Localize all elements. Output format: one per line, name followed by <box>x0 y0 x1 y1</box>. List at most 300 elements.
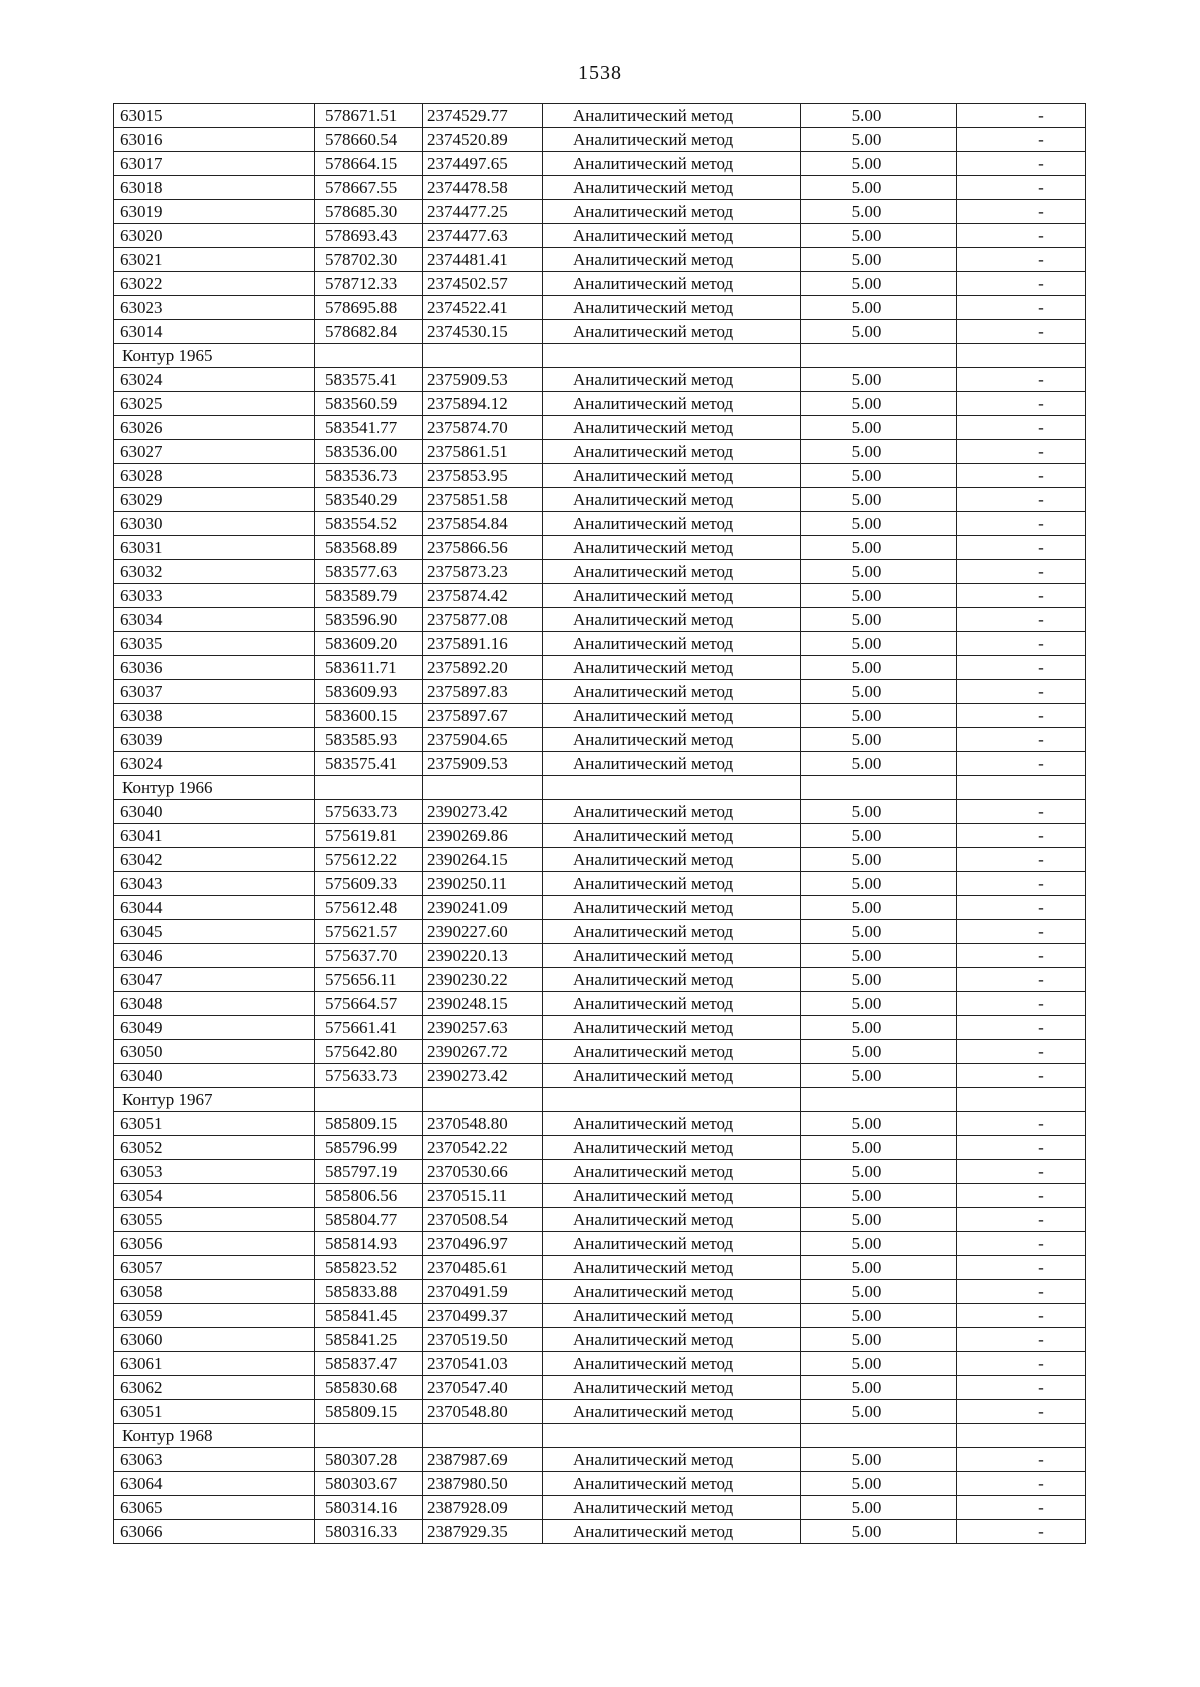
x-coordinate-cell: 585809.15 <box>315 1400 423 1424</box>
method-cell: Аналитический метод <box>543 1064 801 1088</box>
y-coordinate-cell: 2375854.84 <box>423 512 543 536</box>
accuracy-value-cell: 5.00 <box>801 488 957 512</box>
x-coordinate-cell: 575633.73 <box>315 1064 423 1088</box>
empty-cell <box>315 344 423 368</box>
empty-cell <box>543 344 801 368</box>
method-cell: Аналитический метод <box>543 1376 801 1400</box>
point-id-cell: 63046 <box>114 944 315 968</box>
empty-cell <box>957 1424 1086 1448</box>
y-coordinate-cell: 2375909.53 <box>423 368 543 392</box>
point-id-cell: 63034 <box>114 608 315 632</box>
note-cell: - <box>957 584 1086 608</box>
x-coordinate-cell: 575619.81 <box>315 824 423 848</box>
note-cell: - <box>957 704 1086 728</box>
method-cell: Аналитический метод <box>543 992 801 1016</box>
point-id-cell: 63057 <box>114 1256 315 1280</box>
y-coordinate-cell: 2390220.13 <box>423 944 543 968</box>
method-cell: Аналитический метод <box>543 1136 801 1160</box>
table-row <box>114 992 1086 1016</box>
method-cell: Аналитический метод <box>543 392 801 416</box>
table-row <box>114 872 1086 896</box>
method-cell: Аналитический метод <box>543 848 801 872</box>
table-row <box>114 296 1086 320</box>
x-coordinate-cell: 585809.15 <box>315 1112 423 1136</box>
x-coordinate-cell: 585841.45 <box>315 1304 423 1328</box>
accuracy-value-cell: 5.00 <box>801 584 957 608</box>
method-cell: Аналитический метод <box>543 1496 801 1520</box>
point-id-cell: 63051 <box>114 1112 315 1136</box>
y-coordinate-cell: 2374477.63 <box>423 224 543 248</box>
method-cell: Аналитический метод <box>543 248 801 272</box>
accuracy-value-cell: 5.00 <box>801 920 957 944</box>
x-coordinate-cell: 583577.63 <box>315 560 423 584</box>
accuracy-value-cell: 5.00 <box>801 440 957 464</box>
y-coordinate-cell: 2374477.25 <box>423 200 543 224</box>
method-cell: Аналитический метод <box>543 680 801 704</box>
x-coordinate-cell: 575637.70 <box>315 944 423 968</box>
accuracy-value-cell: 5.00 <box>801 224 957 248</box>
method-cell: Аналитический метод <box>543 1256 801 1280</box>
note-cell: - <box>957 824 1086 848</box>
method-cell: Аналитический метод <box>543 1208 801 1232</box>
y-coordinate-cell: 2375897.67 <box>423 704 543 728</box>
accuracy-value-cell: 5.00 <box>801 296 957 320</box>
note-cell: - <box>957 752 1086 776</box>
table-row <box>114 128 1086 152</box>
method-cell: Аналитический метод <box>543 1184 801 1208</box>
y-coordinate-cell: 2370530.66 <box>423 1160 543 1184</box>
x-coordinate-cell: 583596.90 <box>315 608 423 632</box>
table-row <box>114 1400 1086 1424</box>
x-coordinate-cell: 583600.15 <box>315 704 423 728</box>
method-cell: Аналитический метод <box>543 1520 801 1544</box>
point-id-cell: 63050 <box>114 1040 315 1064</box>
point-id-cell: 63015 <box>114 104 315 128</box>
accuracy-value-cell: 5.00 <box>801 560 957 584</box>
table-row <box>114 752 1086 776</box>
method-cell: Аналитический метод <box>543 728 801 752</box>
empty-cell <box>315 776 423 800</box>
x-coordinate-cell: 583575.41 <box>315 752 423 776</box>
point-id-cell: 63042 <box>114 848 315 872</box>
empty-cell <box>423 1088 543 1112</box>
accuracy-value-cell: 5.00 <box>801 800 957 824</box>
accuracy-value-cell: 5.00 <box>801 176 957 200</box>
method-cell: Аналитический метод <box>543 1016 801 1040</box>
x-coordinate-cell: 585841.25 <box>315 1328 423 1352</box>
x-coordinate-cell: 575642.80 <box>315 1040 423 1064</box>
table-row <box>114 728 1086 752</box>
accuracy-value-cell: 5.00 <box>801 1256 957 1280</box>
accuracy-value-cell: 5.00 <box>801 200 957 224</box>
table-row <box>114 560 1086 584</box>
method-cell: Аналитический метод <box>543 512 801 536</box>
method-cell: Аналитический метод <box>543 800 801 824</box>
y-coordinate-cell: 2370515.11 <box>423 1184 543 1208</box>
accuracy-value-cell: 5.00 <box>801 1376 957 1400</box>
page-number: 1538 <box>578 62 622 84</box>
empty-cell <box>957 344 1086 368</box>
method-cell: Аналитический метод <box>543 1304 801 1328</box>
note-cell: - <box>957 632 1086 656</box>
accuracy-value-cell: 5.00 <box>801 1520 957 1544</box>
coordinates-table <box>113 103 1086 1544</box>
note-cell: - <box>957 440 1086 464</box>
accuracy-value-cell: 5.00 <box>801 1304 957 1328</box>
method-cell: Аналитический метод <box>543 320 801 344</box>
method-cell: Аналитический метод <box>543 176 801 200</box>
contour-label: Контур 1967 <box>114 1088 315 1112</box>
accuracy-value-cell: 5.00 <box>801 1496 957 1520</box>
x-coordinate-cell: 583611.71 <box>315 656 423 680</box>
note-cell: - <box>957 512 1086 536</box>
point-id-cell: 63061 <box>114 1352 315 1376</box>
table-row <box>114 464 1086 488</box>
accuracy-value-cell: 5.00 <box>801 248 957 272</box>
point-id-cell: 63055 <box>114 1208 315 1232</box>
note-cell: - <box>957 488 1086 512</box>
y-coordinate-cell: 2375892.20 <box>423 656 543 680</box>
point-id-cell: 63038 <box>114 704 315 728</box>
method-cell: Аналитический метод <box>543 1280 801 1304</box>
y-coordinate-cell: 2390230.22 <box>423 968 543 992</box>
note-cell: - <box>957 872 1086 896</box>
table-row <box>114 1064 1086 1088</box>
note-cell: - <box>957 1352 1086 1376</box>
note-cell: - <box>957 248 1086 272</box>
y-coordinate-cell: 2375861.51 <box>423 440 543 464</box>
empty-cell <box>801 344 957 368</box>
point-id-cell: 63036 <box>114 656 315 680</box>
empty-cell <box>423 776 543 800</box>
table-row <box>114 1208 1086 1232</box>
x-coordinate-cell: 583536.00 <box>315 440 423 464</box>
point-id-cell: 63018 <box>114 176 315 200</box>
point-id-cell: 63049 <box>114 1016 315 1040</box>
x-coordinate-cell: 583560.59 <box>315 392 423 416</box>
point-id-cell: 63051 <box>114 1400 315 1424</box>
table-row <box>114 1232 1086 1256</box>
point-id-cell: 63031 <box>114 536 315 560</box>
y-coordinate-cell: 2375891.16 <box>423 632 543 656</box>
x-coordinate-cell: 575656.11 <box>315 968 423 992</box>
accuracy-value-cell: 5.00 <box>801 272 957 296</box>
x-coordinate-cell: 583589.79 <box>315 584 423 608</box>
y-coordinate-cell: 2370508.54 <box>423 1208 543 1232</box>
table-row <box>114 632 1086 656</box>
table-row <box>114 1112 1086 1136</box>
method-cell: Аналитический метод <box>543 872 801 896</box>
table-row <box>114 1376 1086 1400</box>
accuracy-value-cell: 5.00 <box>801 1136 957 1160</box>
table-row <box>114 488 1086 512</box>
accuracy-value-cell: 5.00 <box>801 320 957 344</box>
method-cell: Аналитический метод <box>543 1232 801 1256</box>
y-coordinate-cell: 2375874.70 <box>423 416 543 440</box>
method-cell: Аналитический метод <box>543 1400 801 1424</box>
table-row <box>114 1520 1086 1544</box>
point-id-cell: 63014 <box>114 320 315 344</box>
table-row <box>114 1160 1086 1184</box>
accuracy-value-cell: 5.00 <box>801 1016 957 1040</box>
x-coordinate-cell: 585806.56 <box>315 1184 423 1208</box>
contour-label: Контур 1968 <box>114 1424 315 1448</box>
point-id-cell: 63022 <box>114 272 315 296</box>
accuracy-value-cell: 5.00 <box>801 1280 957 1304</box>
point-id-cell: 63017 <box>114 152 315 176</box>
note-cell: - <box>957 392 1086 416</box>
y-coordinate-cell: 2374522.41 <box>423 296 543 320</box>
table-row <box>114 1184 1086 1208</box>
table-row <box>114 392 1086 416</box>
method-cell: Аналитический метод <box>543 488 801 512</box>
y-coordinate-cell: 2390257.63 <box>423 1016 543 1040</box>
accuracy-value-cell: 5.00 <box>801 968 957 992</box>
note-cell: - <box>957 368 1086 392</box>
x-coordinate-cell: 583609.93 <box>315 680 423 704</box>
table-row <box>114 680 1086 704</box>
table-row <box>114 704 1086 728</box>
note-cell: - <box>957 200 1086 224</box>
empty-cell <box>423 344 543 368</box>
note-cell: - <box>957 896 1086 920</box>
note-cell: - <box>957 272 1086 296</box>
accuracy-value-cell: 5.00 <box>801 464 957 488</box>
y-coordinate-cell: 2375853.95 <box>423 464 543 488</box>
table-row <box>114 1328 1086 1352</box>
table-row <box>114 272 1086 296</box>
y-coordinate-cell: 2387928.09 <box>423 1496 543 1520</box>
note-cell: - <box>957 320 1086 344</box>
y-coordinate-cell: 2390267.72 <box>423 1040 543 1064</box>
point-id-cell: 63037 <box>114 680 315 704</box>
x-coordinate-cell: 585830.68 <box>315 1376 423 1400</box>
table-row <box>114 368 1086 392</box>
point-id-cell: 63062 <box>114 1376 315 1400</box>
point-id-cell: 63021 <box>114 248 315 272</box>
point-id-cell: 63047 <box>114 968 315 992</box>
note-cell: - <box>957 968 1086 992</box>
x-coordinate-cell: 580316.33 <box>315 1520 423 1544</box>
accuracy-value-cell: 5.00 <box>801 536 957 560</box>
accuracy-value-cell: 5.00 <box>801 704 957 728</box>
contour-header-row <box>114 776 1086 800</box>
table-row <box>114 1496 1086 1520</box>
table-row <box>114 248 1086 272</box>
y-coordinate-cell: 2375874.42 <box>423 584 543 608</box>
x-coordinate-cell: 585837.47 <box>315 1352 423 1376</box>
method-cell: Аналитический метод <box>543 968 801 992</box>
note-cell: - <box>957 1064 1086 1088</box>
accuracy-value-cell: 5.00 <box>801 608 957 632</box>
y-coordinate-cell: 2370496.97 <box>423 1232 543 1256</box>
method-cell: Аналитический метод <box>543 152 801 176</box>
note-cell: - <box>957 1520 1086 1544</box>
note-cell: - <box>957 1136 1086 1160</box>
method-cell: Аналитический метод <box>543 824 801 848</box>
table-row <box>114 920 1086 944</box>
contour-header-row <box>114 1088 1086 1112</box>
accuracy-value-cell: 5.00 <box>801 152 957 176</box>
x-coordinate-cell: 575633.73 <box>315 800 423 824</box>
table-row <box>114 656 1086 680</box>
y-coordinate-cell: 2390273.42 <box>423 800 543 824</box>
point-id-cell: 63041 <box>114 824 315 848</box>
method-cell: Аналитический метод <box>543 536 801 560</box>
coordinates-table-body <box>114 104 1086 1544</box>
point-id-cell: 63024 <box>114 368 315 392</box>
accuracy-value-cell: 5.00 <box>801 824 957 848</box>
note-cell: - <box>957 1256 1086 1280</box>
x-coordinate-cell: 578682.84 <box>315 320 423 344</box>
table-row <box>114 152 1086 176</box>
table-row <box>114 1304 1086 1328</box>
note-cell: - <box>957 1376 1086 1400</box>
table-row <box>114 1256 1086 1280</box>
y-coordinate-cell: 2390264.15 <box>423 848 543 872</box>
note-cell: - <box>957 800 1086 824</box>
point-id-cell: 63058 <box>114 1280 315 1304</box>
point-id-cell: 63033 <box>114 584 315 608</box>
point-id-cell: 63020 <box>114 224 315 248</box>
accuracy-value-cell: 5.00 <box>801 1040 957 1064</box>
x-coordinate-cell: 585796.99 <box>315 1136 423 1160</box>
method-cell: Аналитический метод <box>543 656 801 680</box>
note-cell: - <box>957 1160 1086 1184</box>
y-coordinate-cell: 2374502.57 <box>423 272 543 296</box>
accuracy-value-cell: 5.00 <box>801 1328 957 1352</box>
x-coordinate-cell: 578664.15 <box>315 152 423 176</box>
x-coordinate-cell: 578693.43 <box>315 224 423 248</box>
point-id-cell: 63056 <box>114 1232 315 1256</box>
note-cell: - <box>957 608 1086 632</box>
x-coordinate-cell: 578685.30 <box>315 200 423 224</box>
point-id-cell: 63032 <box>114 560 315 584</box>
note-cell: - <box>957 848 1086 872</box>
method-cell: Аналитический метод <box>543 584 801 608</box>
table-row <box>114 584 1086 608</box>
empty-cell <box>543 776 801 800</box>
x-coordinate-cell: 580307.28 <box>315 1448 423 1472</box>
point-id-cell: 63040 <box>114 800 315 824</box>
empty-cell <box>315 1424 423 1448</box>
y-coordinate-cell: 2387929.35 <box>423 1520 543 1544</box>
y-coordinate-cell: 2370491.59 <box>423 1280 543 1304</box>
note-cell: - <box>957 656 1086 680</box>
x-coordinate-cell: 578660.54 <box>315 128 423 152</box>
table-row <box>114 536 1086 560</box>
empty-cell <box>957 776 1086 800</box>
method-cell: Аналитический метод <box>543 752 801 776</box>
y-coordinate-cell: 2390250.11 <box>423 872 543 896</box>
y-coordinate-cell: 2375877.08 <box>423 608 543 632</box>
accuracy-value-cell: 5.00 <box>801 1064 957 1088</box>
point-id-cell: 63044 <box>114 896 315 920</box>
y-coordinate-cell: 2375873.23 <box>423 560 543 584</box>
x-coordinate-cell: 578671.51 <box>315 104 423 128</box>
note-cell: - <box>957 1184 1086 1208</box>
empty-cell <box>543 1424 801 1448</box>
point-id-cell: 63066 <box>114 1520 315 1544</box>
empty-cell <box>957 1088 1086 1112</box>
note-cell: - <box>957 536 1086 560</box>
x-coordinate-cell: 578702.30 <box>315 248 423 272</box>
note-cell: - <box>957 680 1086 704</box>
note-cell: - <box>957 224 1086 248</box>
y-coordinate-cell: 2375866.56 <box>423 536 543 560</box>
accuracy-value-cell: 5.00 <box>801 872 957 896</box>
x-coordinate-cell: 583609.20 <box>315 632 423 656</box>
point-id-cell: 63045 <box>114 920 315 944</box>
accuracy-value-cell: 5.00 <box>801 512 957 536</box>
y-coordinate-cell: 2370541.03 <box>423 1352 543 1376</box>
x-coordinate-cell: 585797.19 <box>315 1160 423 1184</box>
x-coordinate-cell: 583536.73 <box>315 464 423 488</box>
empty-cell <box>543 1088 801 1112</box>
accuracy-value-cell: 5.00 <box>801 1112 957 1136</box>
y-coordinate-cell: 2387980.50 <box>423 1472 543 1496</box>
y-coordinate-cell: 2374478.58 <box>423 176 543 200</box>
point-id-cell: 63063 <box>114 1448 315 1472</box>
method-cell: Аналитический метод <box>543 440 801 464</box>
x-coordinate-cell: 575612.22 <box>315 848 423 872</box>
accuracy-value-cell: 5.00 <box>801 944 957 968</box>
table-row <box>114 608 1086 632</box>
x-coordinate-cell: 585814.93 <box>315 1232 423 1256</box>
accuracy-value-cell: 5.00 <box>801 104 957 128</box>
note-cell: - <box>957 1496 1086 1520</box>
table-row <box>114 416 1086 440</box>
note-cell: - <box>957 1400 1086 1424</box>
accuracy-value-cell: 5.00 <box>801 368 957 392</box>
y-coordinate-cell: 2374520.89 <box>423 128 543 152</box>
accuracy-value-cell: 5.00 <box>801 1184 957 1208</box>
point-id-cell: 63064 <box>114 1472 315 1496</box>
table-row <box>114 968 1086 992</box>
note-cell: - <box>957 1112 1086 1136</box>
method-cell: Аналитический метод <box>543 1160 801 1184</box>
method-cell: Аналитический метод <box>543 464 801 488</box>
method-cell: Аналитический метод <box>543 632 801 656</box>
x-coordinate-cell: 583554.52 <box>315 512 423 536</box>
note-cell: - <box>957 992 1086 1016</box>
x-coordinate-cell: 585833.88 <box>315 1280 423 1304</box>
table-row <box>114 824 1086 848</box>
point-id-cell: 63052 <box>114 1136 315 1160</box>
contour-label: Контур 1966 <box>114 776 315 800</box>
point-id-cell: 63065 <box>114 1496 315 1520</box>
accuracy-value-cell: 5.00 <box>801 896 957 920</box>
accuracy-value-cell: 5.00 <box>801 1448 957 1472</box>
y-coordinate-cell: 2390248.15 <box>423 992 543 1016</box>
y-coordinate-cell: 2374530.15 <box>423 320 543 344</box>
method-cell: Аналитический метод <box>543 368 801 392</box>
table-row <box>114 800 1086 824</box>
x-coordinate-cell: 578712.33 <box>315 272 423 296</box>
note-cell: - <box>957 152 1086 176</box>
x-coordinate-cell: 575661.41 <box>315 1016 423 1040</box>
y-coordinate-cell: 2390227.60 <box>423 920 543 944</box>
x-coordinate-cell: 575664.57 <box>315 992 423 1016</box>
accuracy-value-cell: 5.00 <box>801 752 957 776</box>
method-cell: Аналитический метод <box>543 920 801 944</box>
y-coordinate-cell: 2370548.80 <box>423 1112 543 1136</box>
point-id-cell: 63059 <box>114 1304 315 1328</box>
method-cell: Аналитический метод <box>543 1472 801 1496</box>
method-cell: Аналитический метод <box>543 272 801 296</box>
point-id-cell: 63023 <box>114 296 315 320</box>
x-coordinate-cell: 575621.57 <box>315 920 423 944</box>
